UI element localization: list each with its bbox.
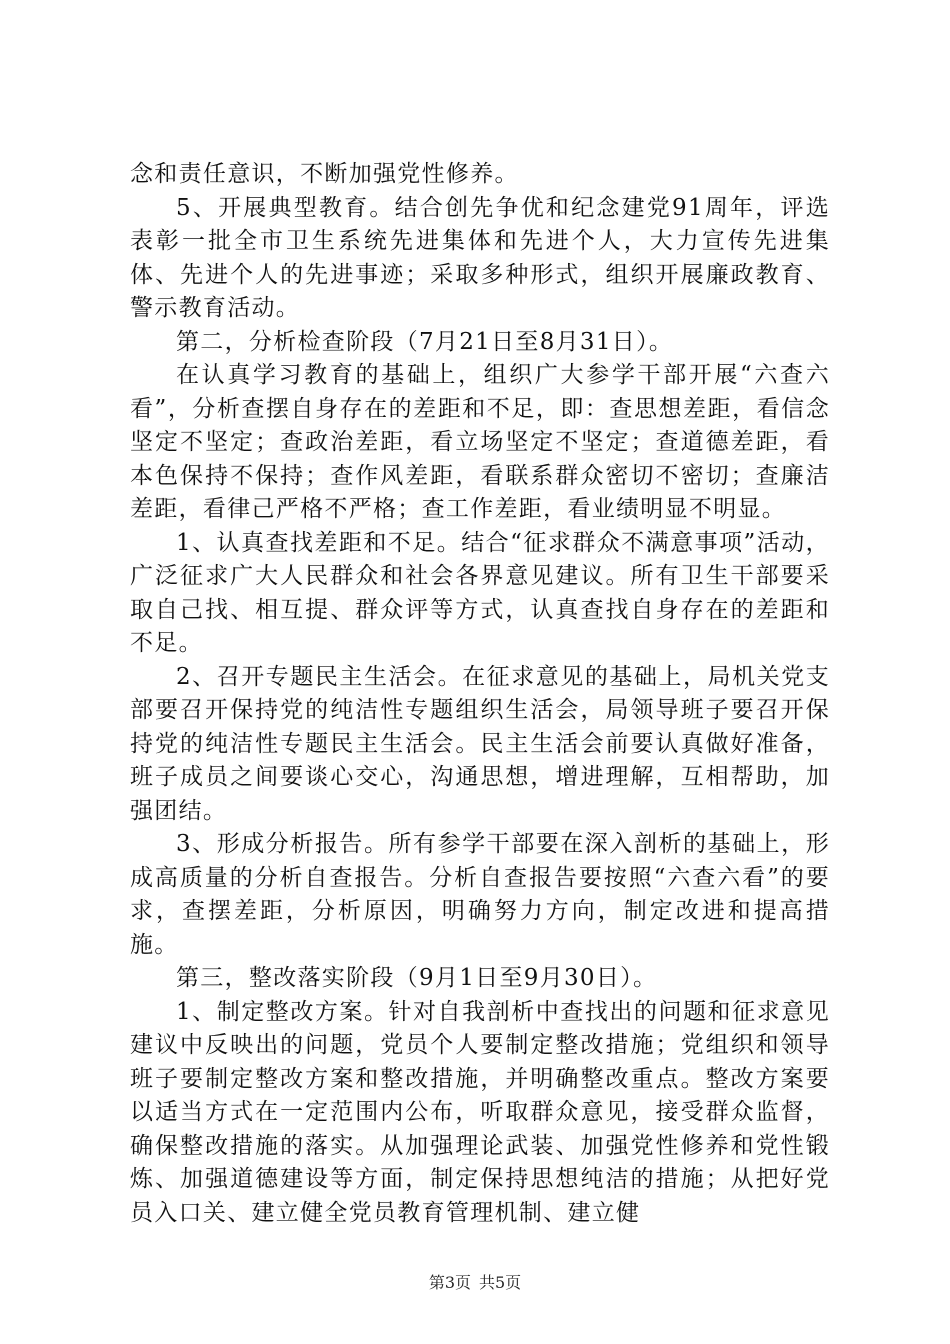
paragraph-continuation: 念和责任意识，不断加强党性修养。 (130, 161, 519, 187)
paragraph-analysis-report: 3、形成分析报告。所有参学干部要在深入剖析的基础上，形成高质量的分析自查报告。分析自查报告要按照“六查六看”的要求，查摆差距，分析原因，明确努力方向，制定改进和提高措施。 (130, 831, 830, 958)
page-footer (0, 1270, 950, 1293)
document-body (130, 158, 830, 1230)
section-heading-analysis-stage: 第二，分析检查阶段（7月21日至8月31日）。 (176, 328, 674, 355)
section-heading-rectification-stage: 第三，整改落实阶段（9月1日至9月30日）。 (176, 965, 658, 991)
paragraph-find-gaps: 1、认真查找差距和不足。结合“征求群众不满意事项”活动，广泛征求广大人民群众和社会各界意见建议。所有卫生干部要采取自己找、相互提、群众评等方式，认真查找自身存在的差距和不足。 (130, 529, 830, 656)
paragraph-typical-education: 5、开展典型教育。结合创先争优和纪念建党91周年，评选表彰一批全市卫生系统先进集体和先进个人，大力宣传先进集体、先进个人的先进事迹；采取多种形式，组织开展廉政教育、警示教育活动。 (130, 194, 830, 321)
page-total: 共5页 (479, 1273, 522, 1292)
paragraph-rectification-plan: 1、制定整改方案。针对自我剖析中查找出的问题和征求意见建议中反映出的问题，党员个人要制定整改措施；党组织和领导班子要制定整改方案和整改措施，并明确整改重点。整改方案要以适当方式在一定范围内公布，听取群众意见，接受群众监督，确保整改措施的落实。从加强理论武装、加强党性修养和党性锻炼、加强道德建设等方面，制定保持思想纯洁的措施；从把好党员入口关、建立健全党员教育管理机制、建立健 (130, 998, 830, 1226)
paragraph-six-checks: 在认真学习教育的基础上，组织广大参学干部开展“六查六看”，分析查摆自身存在的差距和不足，即：查思想差距，看信念坚定不坚定；查政治差距，看立场坚定不坚定；查道德差距，看本色保持不保持；查作风差距，看联系群众密切不密切；查廉洁差距，看律己严格不严格；查工作差距，看业绩明显不明显。 (130, 362, 830, 522)
paragraph-democratic-meeting: 2、召开专题民主生活会。在征求意见的基础上，局机关党支部要召开保持党的纯洁性专题组织生活会，局领导班子要召开保持党的纯洁性专题民主生活会。民主生活会前要认真做好准备，班子成员之间要谈心交心，沟通思想，增进理解，互相帮助，加强团结。 (130, 663, 830, 824)
page-number: 第3页 (428, 1273, 471, 1292)
